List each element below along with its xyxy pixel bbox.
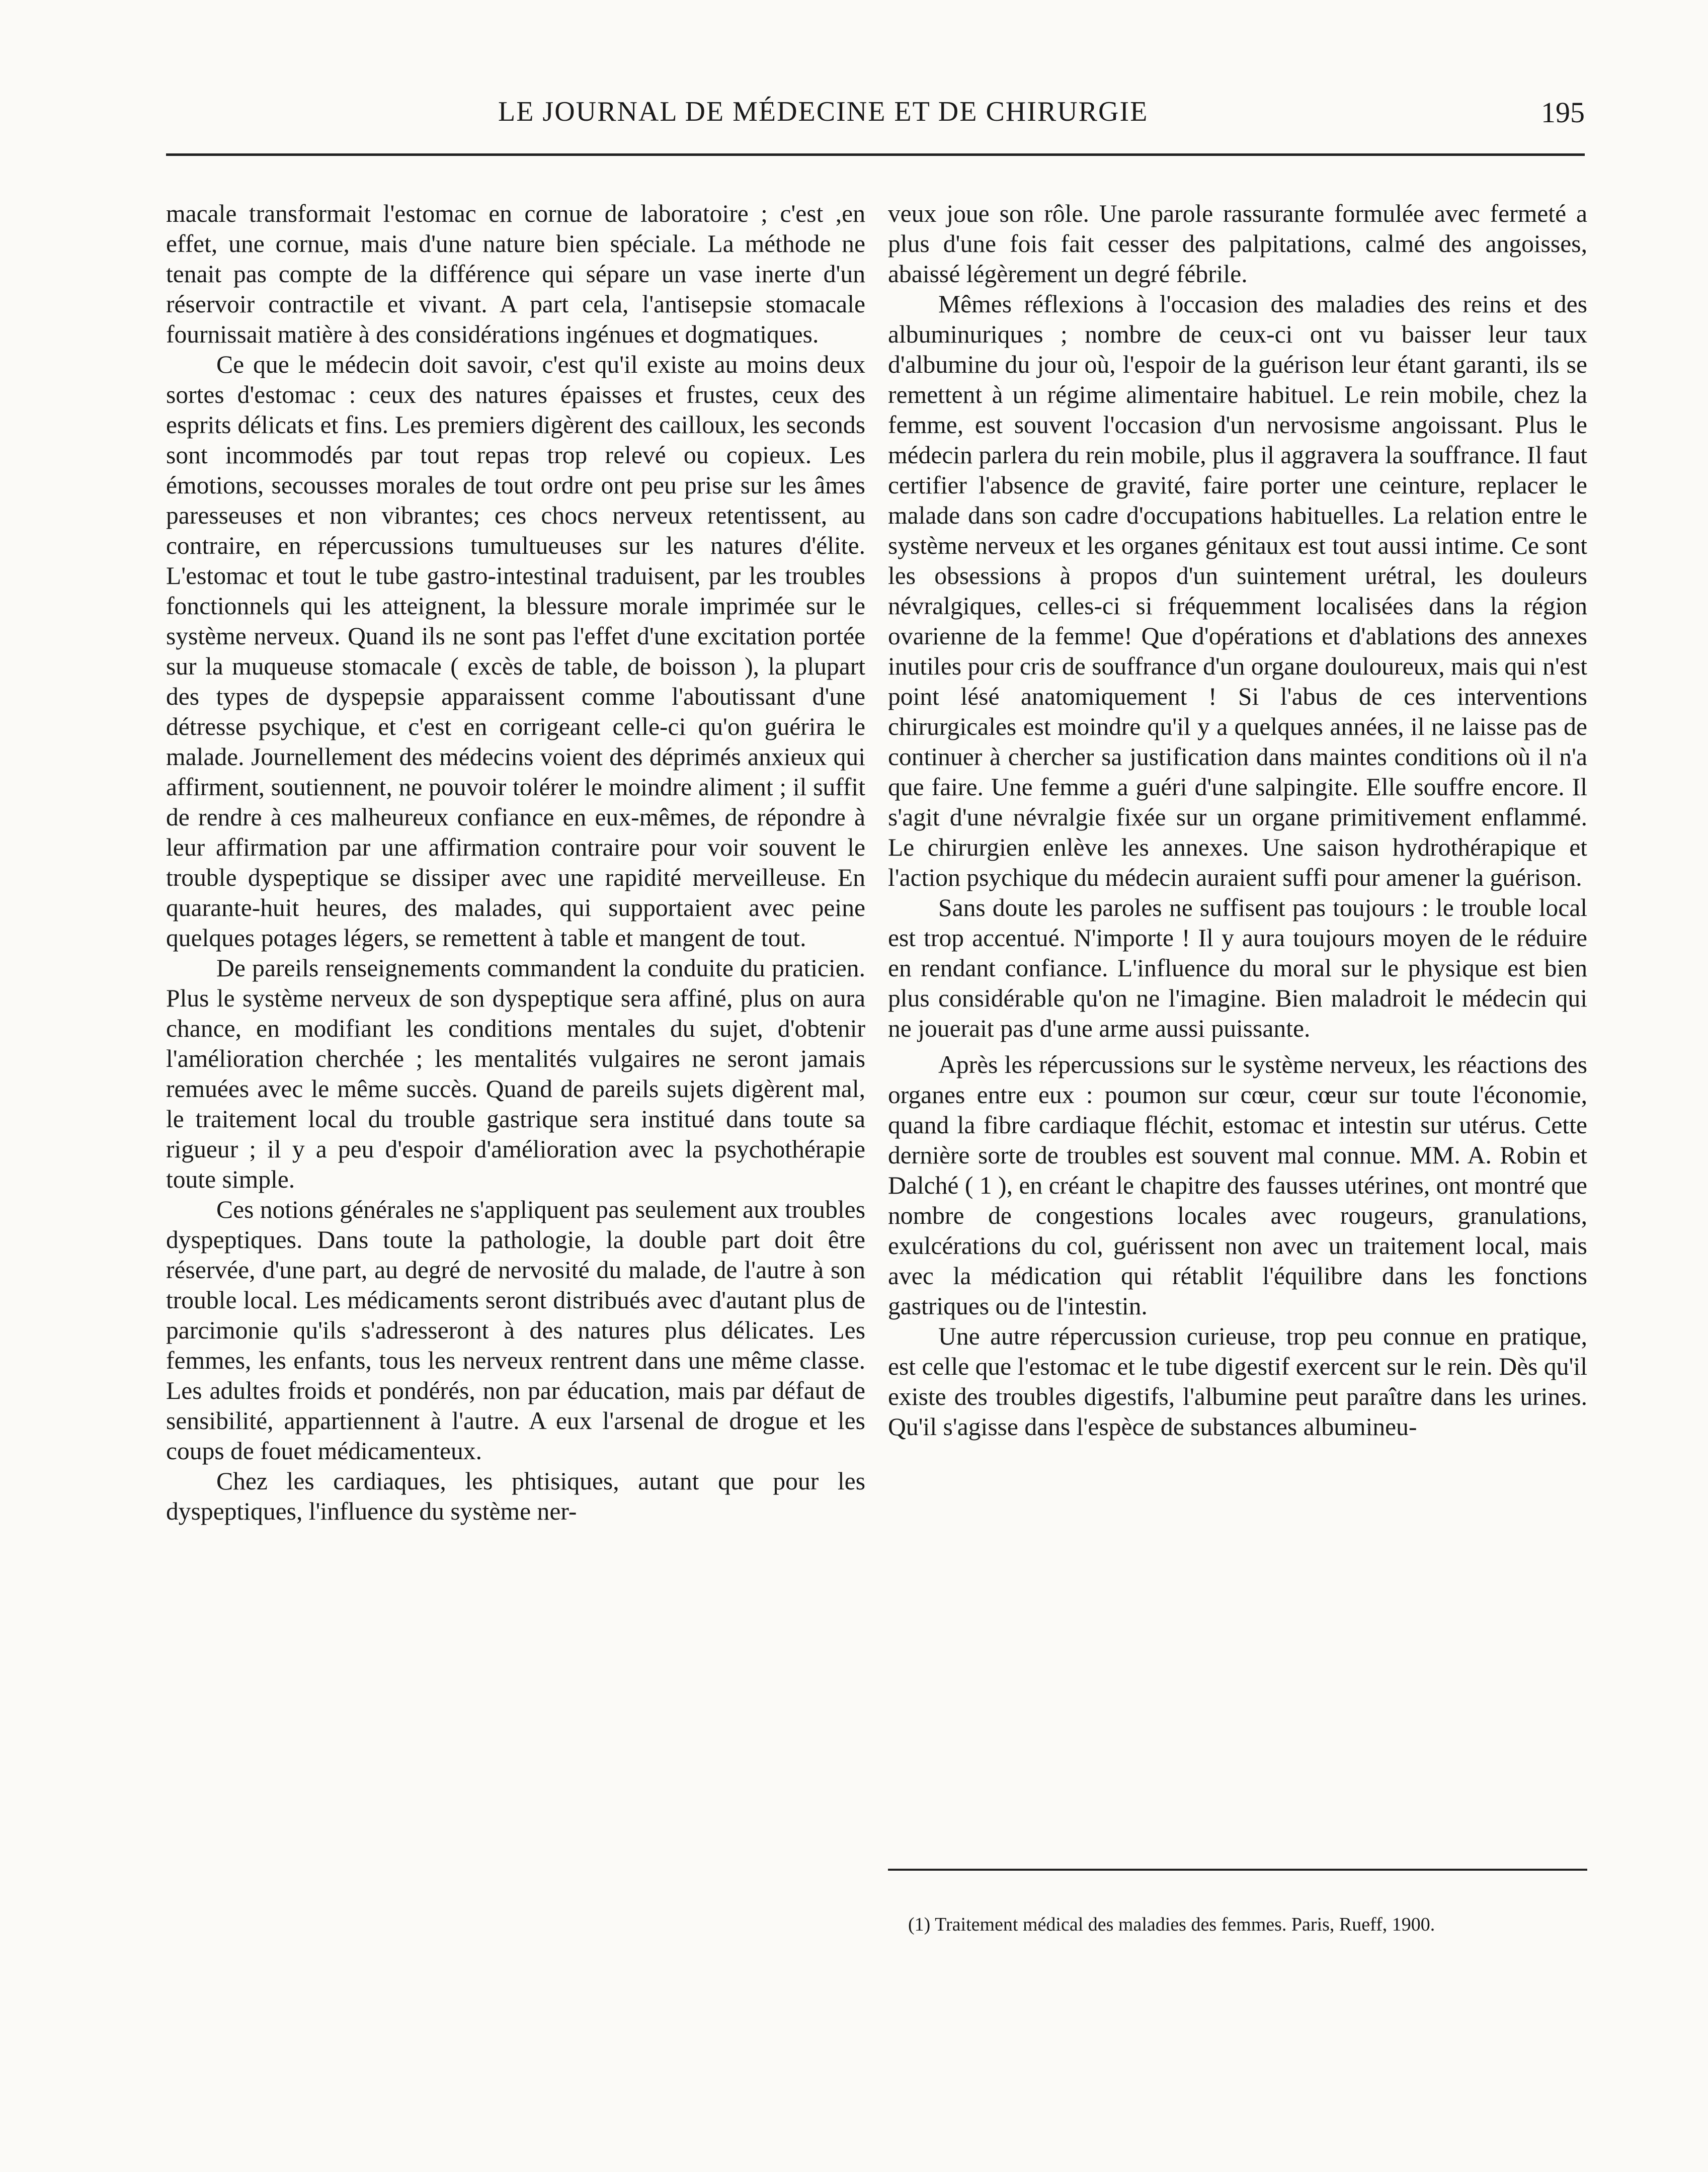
paragraph: veux joue son rôle. Une parole rassurante formulée avec fermeté a plus d'une fois fait cesser des palpitations, calmé des angoisses, abaissé légèrement un degré fébrile.: [888, 200, 1587, 288]
paragraph: Sans doute les paroles ne suffisent pas toujours : le trouble local est trop accentué. N'importe ! Il y aura toujours moyen de le réduire en rendant confiance. L'influence du moral sur le physique est bien plus considérable qu'on ne l'imagine. Bien maladroit le médecin qui ne jouerait pas d'une arme aussi puissante.: [888, 894, 1587, 1042]
page-header: [166, 96, 1585, 136]
right-column: [888, 199, 1587, 1442]
header-rule: [166, 153, 1585, 156]
footnote: (1) Traitement médical des maladies des femmes. Paris, Rueff, 1900.: [908, 1914, 1435, 1935]
paragraph: Chez les cardiaques, les phtisiques, autant que pour les dyspeptiques, l'influence du système ner-: [166, 1467, 865, 1525]
running-title: LE JOURNAL DE MÉDECINE ET DE CHIRURGIE: [498, 96, 1149, 127]
paragraph: Ce que le médecin doit savoir, c'est qu'il existe au moins deux sortes d'estomac : ceux des natures épaisses et frustes, ceux des esprits délicats et fins. Les premiers digèrent des cailloux, les seconds sont incommodés par tout repas trop relevé ou copieux. Les émotions, secousses morales de tout ordre ont peu prise sur les âmes paresseuses et non vibrantes; ces chocs nerveux retentissent, au contraire, en répercussions tumultueuses sur les natures d'élite. L'estomac et tout le tube gastro-intestinal traduisent, par les troubles fonctionnels qui les atteignent, la blessure morale imprimée sur le système nerveux. Quand ils ne sont pas l'effet d'une excitation portée sur la muqueuse stomacale ( excès de table, de boisson ), la plupart des types de dyspepsie apparaissent comme l'aboutissant d'une détresse psychique, et c'est en corrigeant celle-ci qu'on guérira le malade. Journellement des médecins voient des déprimés anxieux qui affirment, soutiennent, ne pouvoir tolérer le moindre aliment ; il suffit de rendre à ces malheureux confiance en eux-mêmes, de répondre à leur affirmation par une affirmation contraire pour voir souvent le trouble dyspeptique se dissiper avec une rapidité merveilleuse. En quarante-huit heures, des malades, qui supportaient avec peine quelques potages légers, se remettent à table et mangent de tout.: [166, 351, 865, 952]
paragraph: Une autre répercussion curieuse, trop peu connue en pratique, est celle que l'estomac et le tube digestif exercent sur le rein. Dès qu'il existe des troubles digestifs, l'albumine peut paraître dans les urines. Qu'il s'agisse dans l'espèce de substances albumineu-: [888, 1322, 1587, 1441]
left-column: [166, 199, 865, 1527]
paragraph: macale transformait l'estomac en cornue de laboratoire ; c'est ,en effet, une cornue, mais d'une nature bien spéciale. La méthode ne tenait pas compte de la différence qui sépare un vase inerte d'un réservoir contractile et vivant. A part cela, l'antisepsie stomacale fournissait matière à des considérations ingénues et dogmatiques.: [166, 200, 865, 348]
paragraph: Mêmes réflexions à l'occasion des maladies des reins et des albuminuriques ; nombre de ceux-ci ont vu baisser leur taux d'albumine du jour où, l'espoir de la guérison leur étant garanti, ils se remettent à un régime alimentaire habituel. Le rein mobile, chez la femme, est souvent l'occasion d'un nervosisme angoissant. Plus le médecin parlera du rein mobile, plus il aggravera la souffrance. Il faut certifier l'absence de gravité, faire porter une ceinture, replacer le malade dans son cadre d'occupations habituelles. La relation entre le système nerveux et les organes génitaux est tout aussi intime. Ce sont les obsessions à propos d'un suintement urétral, les douleurs névralgiques, celles-ci si fréquemment localisées dans la région ovarienne de la femme! Que d'opérations et d'ablations des annexes inutiles pour cris de souffrance d'un organe douloureux, mais qui n'est point lésé anatomiquement ! Si l'abus de ces interventions chirurgicales est moindre qu'il y a quelques années, il ne laisse pas de continuer à chercher sa justification dans maintes conditions où il n'a que faire. Une femme a guéri d'une salpingite. Elle souffre encore. Il s'agit d'une névralgie fixée sur un organe primitivement enflammé. Le chirurgien enlève les annexes. Une saison hydrothérapique et l'action psychique du médecin auraient suffi pour amener la guérison.: [888, 290, 1587, 891]
footnote-rule: [888, 1869, 1587, 1871]
paragraph: Après les répercussions sur le système nerveux, les réactions des organes entre eux : poumon sur cœur, cœur sur toute l'économie, quand la fibre cardiaque fléchit, estomac et intestin sur utérus. Cette dernière sorte de troubles est souvent mal connue. MM. A. Robin et Dalché ( 1 ), en créant le chapitre des fausses utérines, ont montré que nombre de congestions locales avec rougeurs, granulations, exulcérations du col, guérissent non avec un traitement local, mais avec la médication qui rétablit l'équilibre dans les fonctions gastriques ou de l'intestin.: [888, 1051, 1587, 1320]
page-number: 195: [1541, 96, 1585, 129]
paragraph: Ces notions générales ne s'appliquent pas seulement aux troubles dyspeptiques. Dans toute la pathologie, la double part doit être réservée, d'une part, au degré de nervosité du malade, de l'autre à son trouble local. Les médicaments seront distribués avec d'autant plus de parcimonie qu'ils s'adresseront à des natures plus délicates. Les femmes, les enfants, tous les nerveux rentrent dans une même classe. Les adultes froids et pondérés, non par éducation, mais par défaut de sensibilité, appartiennent à l'autre. A eux l'arsenal de drogue et les coups de fouet médicamenteux.: [166, 1196, 865, 1465]
paragraph: De pareils renseignements commandent la conduite du praticien. Plus le système nerveux de son dyspeptique sera affiné, plus on aura chance, en modifiant les conditions mentales du sujet, d'obtenir l'amélioration cherchée ; les mentalités vulgaires ne seront jamais remuées avec le même succès. Quand de pareils sujets digèrent mal, le traitement local du trouble gastrique sera institué dans toute sa rigueur ; il y a peu d'espoir d'amélioration avec la psychothérapie toute simple.: [166, 954, 865, 1193]
